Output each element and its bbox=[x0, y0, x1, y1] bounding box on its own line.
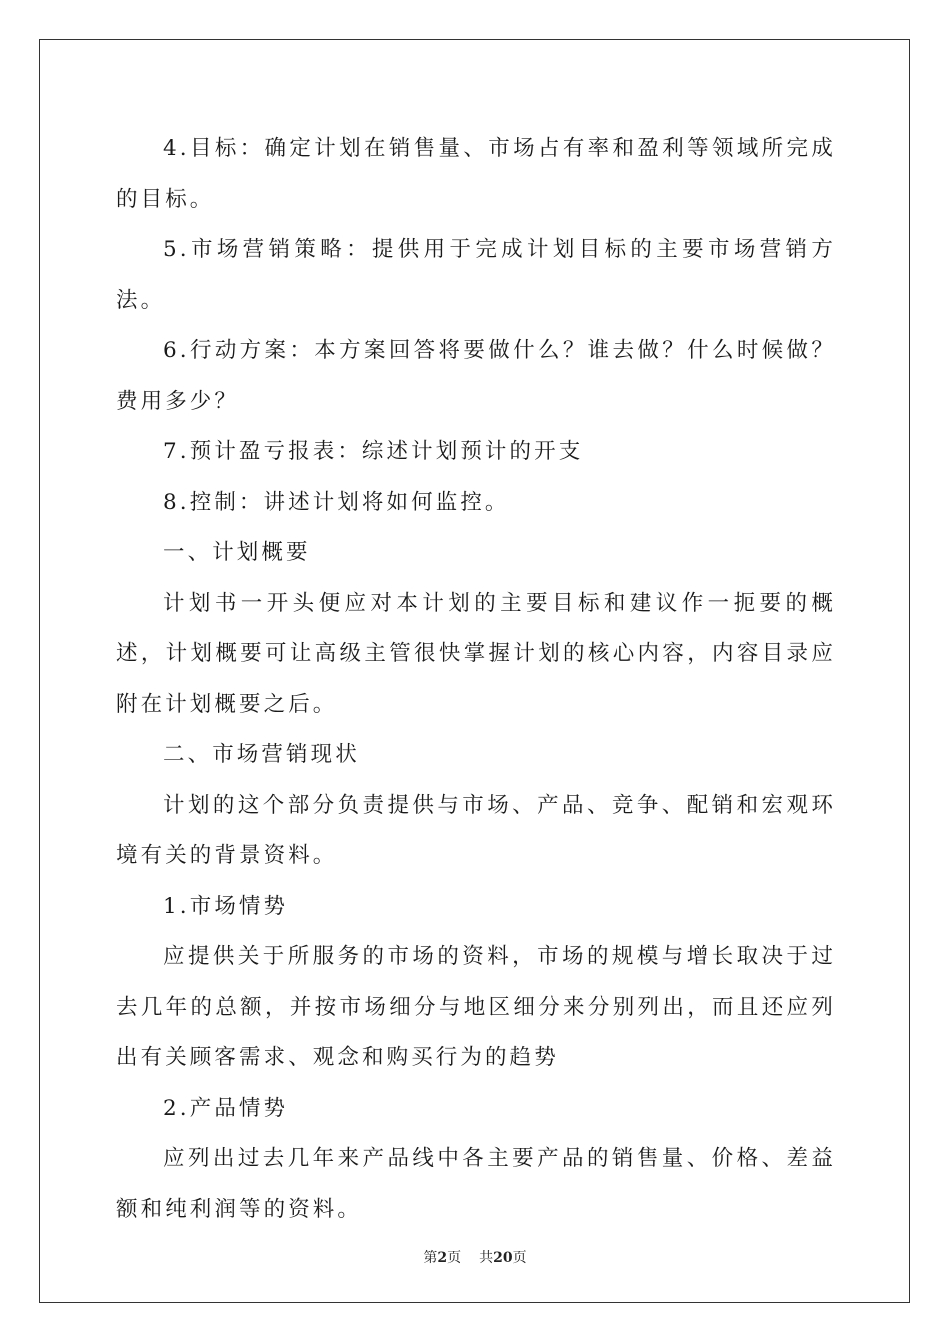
paragraph-control: 8.控制：讲述计划将如何监控。 bbox=[163, 489, 510, 515]
paragraph-strategy: 5.市场营销策略：提供用于完成计划目标的主要市场营销方法。 bbox=[116, 237, 836, 313]
footer-page-number: 2 bbox=[437, 1250, 448, 1266]
paragraph-market-status: 计划的这个部分负责提供与市场、产品、竞争、配销和宏观环境有关的背景资料。 bbox=[116, 792, 836, 868]
footer-total-suffix: 页 bbox=[512, 1250, 527, 1266]
footer-page-suffix: 页 bbox=[447, 1250, 462, 1266]
heading-market-situation: 1.市场情势 bbox=[163, 893, 289, 919]
heading-plan-summary: 一、计划概要 bbox=[163, 540, 311, 565]
paragraph-goal: 4.目标：确定计划在销售量、市场占有率和盈利等领域所完成的目标。 bbox=[116, 136, 836, 212]
footer-total-pages: 20 bbox=[493, 1250, 513, 1266]
heading-product-situation: 2.产品情势 bbox=[163, 1095, 289, 1121]
footer-total-prefix: 共 bbox=[479, 1250, 494, 1266]
footer-page-prefix: 第 bbox=[423, 1250, 438, 1266]
document-body bbox=[116, 124, 836, 1235]
heading-market-status: 二、市场营销现状 bbox=[163, 742, 360, 767]
paragraph-profit-loss: 7.预计盈亏报表：综述计划预计的开支 bbox=[163, 439, 584, 464]
paragraph-product-situation: 应列出过去几年来产品线中各主要产品的销售量、价格、差益额和纯利润等的资料。 bbox=[116, 1146, 836, 1222]
paragraph-market-situation: 应提供关于所服务的市场的资料，市场的规模与增长取决于过去几年的总额，并按市场细分与地区细分来分别列出，而且还应列出有关顾客需求、观念和购买行为的趋势 bbox=[116, 944, 836, 1070]
page-footer bbox=[0, 1249, 950, 1267]
paragraph-plan-summary: 计划书一开头便应对本计划的主要目标和建议作一扼要的概述，计划概要可让高级主管很快掌握计划的核心内容，内容目录应附在计划概要之后。 bbox=[116, 590, 836, 717]
paragraph-action-plan: 6.行动方案：本方案回答将要做什么？谁去做？什么时候做？费用多少？ bbox=[116, 338, 836, 414]
